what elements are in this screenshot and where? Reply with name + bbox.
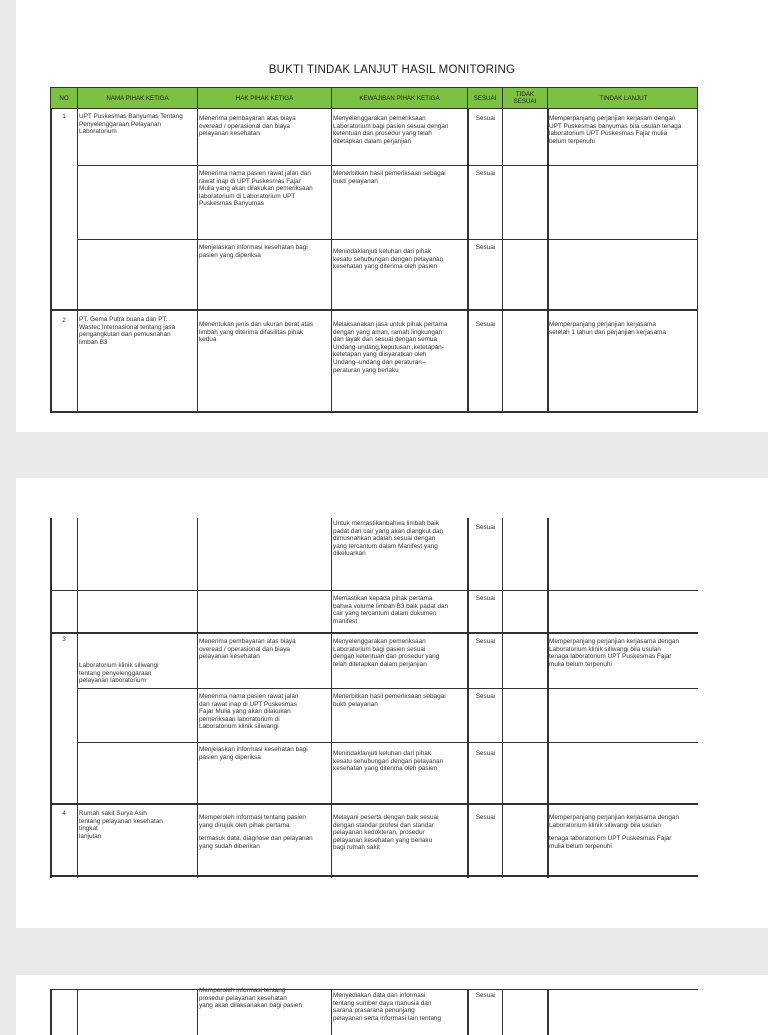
- row-hak: Menerima nama pasien rawat jalan dan rawat inap di UPT Puskesmas Fajar Mulia yang akan dilakukan pemeriksaan laboratorium di Laboratorium klinik siliwangi: [199, 693, 299, 731]
- row-kewajiban: Menyelenggarakan pemeriksaan Laboratorium bagi pasien sesuai dengan ketentuan dan prosedur yang telah ditetapkan dalam perjanjian: [333, 115, 449, 145]
- row-kewajiban: Menerbitkan hasil pemeriksaan sebagai bukti pelayanan: [333, 693, 446, 708]
- header-kewajiban: KEWAJIBAN PIHAK KETIGA: [332, 88, 468, 108]
- row-kewajiban: Untuk memastikanbahwa limbah baik padat dan cair yang akan diangkut dan dimusnahkan adalah sesuai dengan yang tercantum dalam Manifest yang dikeluarkan: [333, 520, 444, 558]
- row-tindak-lanjut: Memperpanjang perjanjian kerjasam dengan UPT Puskesmas banyumas bila usulan tenaga laboratorium UPT Puskesmas Fajar mulia belum terpenuhi: [549, 115, 682, 145]
- header-sesuai: SESUAI: [468, 88, 503, 108]
- row-hak: Memperoleh informasi tentang pasien yang dirujuk oleh pihak pertama: [199, 814, 306, 829]
- row-nama: Rumah sakit Surya Asih tentang pelayanan kesehatan tingkat lanjutan: [79, 810, 163, 840]
- row-no: 1: [62, 113, 66, 120]
- row-kewajiban: Menyelenggarakan pemeriksaan Laboratorium bagi pasien sesuai dengan ketentuan dan prosedur yang telah ditetapkan dalam perjanjian: [333, 638, 440, 668]
- row-kewajiban: Menindaklanjuti keluhan dari pihak kesatu sehubungan dengan pelayanan kesehatan yang diterima oleh pasien: [333, 750, 444, 773]
- header-hak: HAK PIHAK KETIGA: [198, 88, 332, 108]
- row-tindak-lanjut: Memperpanjang perjanjian kerjasama dengan Laboratorium klinik siliwangi bila usulan tenaga laboratorium UPT Puskesmas Fajar mulia belum terpenuhi: [549, 638, 680, 668]
- row-sesuai: Sesuai: [475, 595, 496, 602]
- row-hak: Menerima nama pasien rawat jalan dan rawat inap di UPT Puskesmas Fajar Mulia yang akan dilakukan pemeriksaan laboratorium di Laboratorium UPT Puskesmas Banyumas: [199, 170, 313, 208]
- header-no: NO: [51, 88, 78, 108]
- row-sesuai: Sesuai: [475, 115, 496, 122]
- row-tindak-lanjut: Memperpanjang perjanjian kerjasama setelah 1 tahun dari perjanjian kerjasama: [549, 321, 666, 336]
- row-sesuai: Sesuai: [475, 750, 496, 757]
- row-kewajiban: Menyediakan data dan informasi tentang sumber daya manusia dan sarana prasarana penunjang pelayanan serta informasi lain tentang: [333, 992, 441, 1022]
- table-header: [50, 87, 698, 109]
- row-hak: Menerima pembayaran atas biaya overead / operasional dan biaya pelayanan kesehatan: [199, 115, 296, 138]
- document-page-3: [16, 975, 768, 1035]
- row-sesuai: Sesuai: [475, 638, 496, 645]
- row-tindak-lanjut-continued: tenaga laboratorium UPT Puskesmas Fajar mulia belum terpenuhi: [549, 835, 672, 850]
- document-page-1: [16, 0, 768, 432]
- row-sesuai: Sesuai: [475, 244, 496, 251]
- row-hak: Menjelaskan informasi kesehatan bagi pasien yang diperiksa: [199, 244, 308, 259]
- row-sesuai: Sesuai: [475, 992, 496, 999]
- row-sesuai: Sesuai: [475, 814, 496, 821]
- row-sesuai: Sesuai: [475, 321, 496, 328]
- row-no: 3: [62, 636, 66, 643]
- row-no: 4: [62, 810, 66, 817]
- header-nama: NAMA PIHAK KETIGA: [78, 88, 198, 108]
- row-hak: Memperoleh informasi tentang prosedur pelayanan kesehatan yang akan dilaksanakan bagi pasien: [199, 987, 303, 1010]
- row-sesuai: Sesuai: [475, 693, 496, 700]
- row-hak: Menjelaskan informasi kesehatan bagi pasien yang diperiksa: [199, 746, 308, 761]
- row-hak: Menentukan jenis dan ukuran berat atas limbah yang diterima difasilitas pihak kedua: [199, 321, 314, 344]
- row-kewajiban: Melayani peserta dengan baik sesuai dengan standar profesi dan standar pelayanan kedokteran, prosedur pelayanan kesehatan yang berlaku bagi rumah sakit: [333, 814, 439, 852]
- row-no: 2: [62, 317, 66, 324]
- row-kewajiban: Melaksanakan jasa untuk pihak pertama dengan yang aman, ramah lingkungan dan layak dan sesuai dengan semua Undang-undang,keputusan ,ketetapan- ketetapan yang diisyaratkan oleh Undang–undang dan peraturan– peraturan yang berlaku: [333, 321, 448, 374]
- row-nama: Laboratorium klinik siliwangi tentang penyelenggaraan pelayanan laboratorium: [79, 662, 159, 685]
- row-nama: UPT Puskesmas Banyumas Tentang Penyelenggaraan Pelayanan Laboratorium: [79, 113, 183, 136]
- row-nama: PT. Gema Putra buana dan PT. Wastec Internasional tentang jasa pengangkutan dan pemusnahan limbah B3: [79, 316, 176, 346]
- document-title: BUKTI TINDAK LANJUT HASIL MONITORING: [268, 64, 516, 76]
- row-hak-continued: termasuk data, diagnose dan pelayanan yang sudah diberikan: [199, 835, 313, 850]
- document-page-2: [16, 478, 768, 928]
- row-kewajiban: Memastikan kepada pihak pertama bahwa volume limbah B3 baik padat dan cair yang tercantum dalam dokumen manifest: [333, 595, 449, 625]
- header-tindak-lanjut: TINDAK LANJUT: [599, 94, 648, 102]
- row-sesuai: Sesuai: [475, 170, 496, 177]
- row-hak: Menerima pembayaran atas biaya overead / operasional dan biaya pelayanan kesehatan: [199, 638, 296, 661]
- row-tindak-lanjut: Memperpanjang perjanjian kerjasama dengan Laboratorium klinik siliwangi bila usulan: [549, 814, 680, 829]
- row-kewajiban: Menerbitkan hasil pemeriksaan sebagai bukti pelayanan: [333, 170, 446, 185]
- header-tidak-sesuai: TIDAK SESUAI: [503, 88, 548, 108]
- row-sesuai: Sesuai: [475, 524, 496, 531]
- row-kewajiban: Menindaklanjuti keluhan dari pihak kesatu sehubungan dengan pelayanan kesehatan yang diterima oleh pasien: [333, 248, 444, 271]
